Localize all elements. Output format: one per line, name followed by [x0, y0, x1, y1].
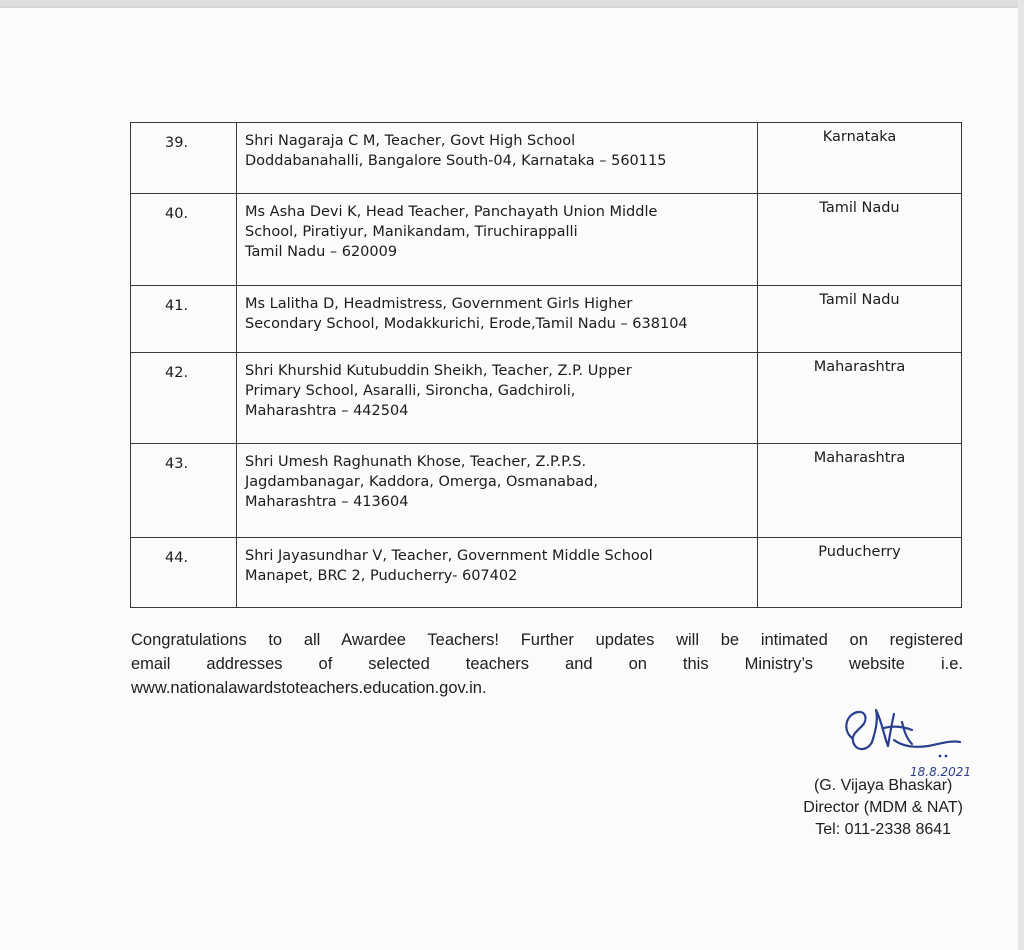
serial-number: 40. — [165, 206, 189, 222]
awardee-details: Shri Umesh Raghunath Khose, Teacher, Z.P.P.S. Jagdambanagar, Kaddora, Omerga, Osmanabad, Maharashtra – 413604 — [245, 454, 598, 510]
awardee-details: Shri Nagaraja C M, Teacher, Govt High School Doddabanahalli, Bangalore South-04, Karnataka – 560115 — [245, 133, 667, 169]
state-name: Puducherry — [818, 544, 901, 560]
awardee-details-cell — [237, 286, 758, 353]
state-cell — [758, 123, 962, 194]
serial-number-cell — [131, 353, 237, 444]
signatory-block — [803, 775, 963, 841]
table-row — [131, 123, 962, 194]
table-row — [131, 194, 962, 286]
signature-date: 18.8.2021 — [910, 765, 972, 778]
serial-number-cell — [131, 538, 237, 608]
serial-number: 44. — [165, 550, 189, 566]
awardee-details-cell — [237, 194, 758, 286]
closing-paragraph — [131, 628, 963, 700]
table-row — [131, 353, 962, 444]
signatory-name: (G. Vijaya Bhaskar) — [813, 777, 953, 794]
state-cell — [758, 286, 962, 353]
awardee-table — [130, 122, 962, 608]
serial-number-cell — [131, 286, 237, 353]
serial-number-cell — [131, 444, 237, 538]
serial-number: 39. — [165, 135, 189, 151]
table-row — [131, 538, 962, 608]
serial-number: 41. — [165, 298, 189, 314]
state-name: Tamil Nadu — [819, 292, 900, 308]
table-row — [131, 444, 962, 538]
awardee-details-cell — [237, 353, 758, 444]
state-cell — [758, 353, 962, 444]
state-name: Tamil Nadu — [819, 200, 900, 216]
serial-number-cell — [131, 123, 237, 194]
page-edge — [1018, 0, 1024, 950]
state-name: Maharashtra — [813, 359, 906, 375]
closing-line: email addresses of selected teachers and on this Ministry’s website i.e. — [131, 655, 963, 673]
awardee-details: Ms Lalitha D, Headmistress, Government Girls Higher Secondary School, Modakkurichi, Erode,Tamil Nadu – 638104 — [245, 296, 688, 332]
serial-number: 43. — [165, 456, 189, 472]
awardee-details: Shri Khurshid Kutubuddin Sheikh, Teacher, Z.P. Upper Primary School, Asaralli, Sironcha, Gadchiroli, Maharashtra – 442504 — [245, 363, 632, 419]
awardee-details: Shri Jayasundhar V, Teacher, Government Middle School Manapet, BRC 2, Puducherry- 607402 — [245, 548, 653, 584]
awardee-details: Ms Asha Devi K, Head Teacher, Panchayath Union Middle School, Piratiyur, Manikandam, Tiruchirappalli Tamil Nadu – 620009 — [245, 204, 658, 260]
signatory-telephone: Tel: 011-2338 8641 — [815, 821, 952, 838]
serial-number: 42. — [165, 365, 189, 381]
table-row — [131, 286, 962, 353]
serial-number-cell — [131, 194, 237, 286]
state-name: Maharashtra — [813, 450, 906, 466]
state-name: Karnataka — [822, 129, 897, 145]
website-link-text: www.nationalawardstoteachers.education.gov.in. — [131, 679, 487, 697]
state-cell — [758, 538, 962, 608]
awardee-details-cell — [237, 538, 758, 608]
awardee-details-cell — [237, 123, 758, 194]
awardee-details-cell — [237, 444, 758, 538]
signatory-designation: Director (MDM & NAT) — [803, 799, 963, 816]
handwritten-signature — [832, 700, 982, 778]
closing-line: Congratulations to all Awardee Teachers! Further updates will be intimated on registered — [131, 631, 963, 649]
state-cell — [758, 444, 962, 538]
state-cell — [758, 194, 962, 286]
